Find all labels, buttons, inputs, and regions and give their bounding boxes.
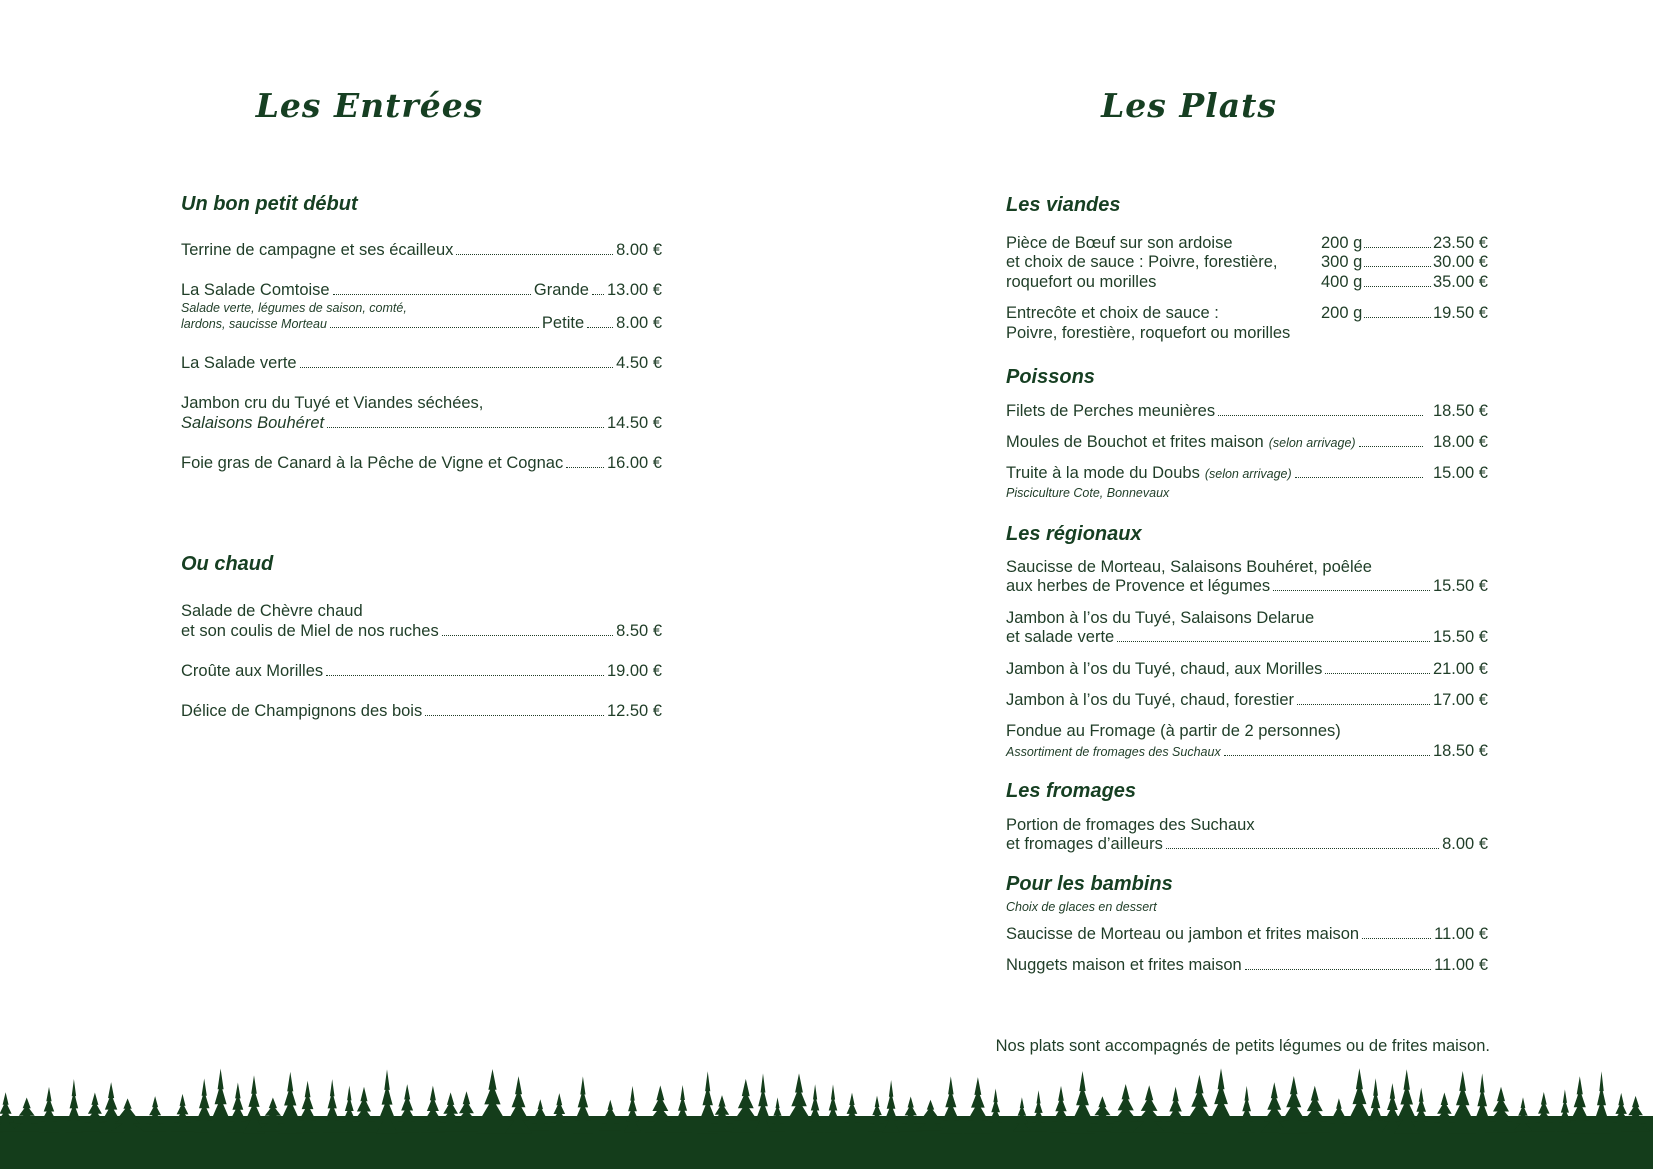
menu-item — [1006, 834, 1488, 854]
size-label: Grande — [533, 281, 589, 299]
item-price: 8.00 € — [1442, 835, 1488, 853]
menu-item — [181, 280, 662, 300]
item-name-line2: et fromages d’ailleurs — [1006, 835, 1163, 853]
item-price: 18.50 € — [1432, 402, 1488, 420]
size-row — [1321, 252, 1488, 272]
item-name: Croûte aux Morilles — [181, 662, 324, 680]
item-name-line2: aux herbes de Provence et légumes — [1006, 577, 1271, 595]
menu-item — [1006, 401, 1488, 421]
menu-item — [1006, 463, 1488, 483]
item-weight: 400 g — [1321, 273, 1363, 291]
item-description: lardons, saucisse Morteau — [181, 317, 327, 331]
item-name-line2: et salade verte — [1006, 628, 1115, 646]
leader-dots — [326, 674, 604, 676]
item-price: 18.50 € — [1432, 742, 1488, 760]
item-weight: 200 g — [1321, 304, 1363, 322]
menu-item — [181, 621, 662, 641]
item-price: 8.50 € — [616, 622, 662, 640]
leader-dots — [592, 293, 604, 295]
item-price: 11.00 € — [1434, 925, 1488, 943]
leader-dots — [1297, 703, 1430, 705]
item-price: 11.00 € — [1434, 956, 1488, 974]
item-price: 35.00 € — [1432, 273, 1488, 291]
item-name-line2: et son coulis de Miel de nos ruches — [181, 622, 439, 640]
item-name: Foie gras de Canard à la Pêche de Vigne et Cognac — [181, 454, 564, 472]
leader-dots — [1245, 968, 1431, 970]
item-price: 30.00 € — [1432, 253, 1488, 271]
menu-item — [1006, 690, 1488, 710]
size-label: Petite — [541, 314, 585, 332]
item-name: Délice de Champignons des bois — [181, 702, 423, 720]
section-description: Choix de glaces en dessert — [1006, 900, 1157, 914]
item-price: 19.00 € — [606, 662, 662, 680]
leader-dots — [1364, 285, 1431, 287]
item-price: 4.50 € — [616, 354, 662, 372]
item-price: 16.00 € — [606, 454, 662, 472]
item-price: 8.00 € — [616, 314, 662, 332]
forest-silhouette-footer — [0, 1068, 1653, 1169]
item-name: Jambon à l’os du Tuyé, chaud, aux Morilles — [1006, 660, 1323, 678]
item-price: 12.50 € — [606, 702, 662, 720]
item-name: La Salade verte — [181, 354, 297, 372]
item-price: 23.50 € — [1432, 234, 1488, 252]
item-note: (selon arrivage) — [1204, 467, 1292, 481]
item-price: 17.00 € — [1432, 691, 1488, 709]
item-name: Fondue au Fromage (à partir de 2 personnes) — [1006, 722, 1341, 740]
leader-dots — [587, 326, 613, 328]
menu-item — [181, 240, 662, 260]
item-name: Terrine de campagne et ses écailleux — [181, 241, 454, 259]
section-heading-regionaux: Les régionaux — [1006, 523, 1142, 545]
leader-dots — [1273, 589, 1430, 591]
item-price: 19.50 € — [1432, 304, 1488, 322]
leader-dots — [425, 714, 604, 716]
menu-item — [1006, 955, 1488, 975]
leader-dots — [1166, 847, 1439, 849]
leader-dots — [300, 366, 614, 368]
item-name-line3: roquefort ou morilles — [1006, 273, 1157, 291]
leader-dots — [1325, 672, 1430, 674]
item-price: 15.00 € — [1432, 464, 1488, 482]
size-row — [1321, 303, 1488, 323]
leader-dots — [566, 466, 604, 468]
leader-dots — [1364, 265, 1431, 267]
footer-note: Nos plats sont accompagnés de petits légumes ou de frites maison. — [995, 1037, 1490, 1055]
menu-item — [1006, 924, 1488, 944]
item-name: Jambon à l’os du Tuyé, chaud, forestier — [1006, 691, 1294, 709]
menu-item — [1006, 741, 1488, 761]
item-name-line2: et choix de sauce : Poivre, forestière, — [1006, 253, 1278, 271]
item-name: Saucisse de Morteau ou jambon et frites maison — [1006, 925, 1360, 943]
plats-title: Les Plats — [1101, 86, 1277, 125]
leader-dots — [1362, 937, 1431, 939]
size-row — [1321, 272, 1488, 292]
item-name: Nuggets maison et frites maison — [1006, 956, 1242, 974]
leader-dots — [327, 426, 604, 428]
menu-item — [181, 661, 662, 681]
section-heading-fromages: Les fromages — [1006, 780, 1137, 802]
leader-dots — [333, 293, 531, 295]
item-description: Salade verte, légumes de saison, comté, — [181, 301, 407, 315]
item-name: La Salade Comtoise — [181, 281, 330, 299]
menu-item — [1006, 659, 1488, 679]
item-price: 15.50 € — [1432, 628, 1488, 646]
leader-dots — [1295, 476, 1423, 478]
leader-dots — [442, 634, 613, 636]
section-heading-bambins: Pour les bambins — [1006, 873, 1173, 895]
leader-dots — [1359, 445, 1423, 447]
item-price: 21.00 € — [1432, 660, 1488, 678]
item-name: Entrecôte et choix de sauce : — [1006, 304, 1219, 322]
section-heading-chaud: Ou chaud — [181, 553, 274, 575]
leader-dots — [1218, 414, 1423, 416]
item-name-line2: Poivre, forestière, roquefort ou morilles — [1006, 324, 1291, 342]
menu-item — [181, 313, 662, 333]
item-name: Truite à la mode du Doubs — [1006, 464, 1200, 482]
item-name: Filets de Perches meunières — [1006, 402, 1216, 420]
item-note: (selon arrivage) — [1268, 436, 1356, 450]
menu-item — [181, 413, 662, 433]
item-price: 18.00 € — [1432, 433, 1488, 451]
size-row — [1321, 233, 1488, 253]
leader-dots — [330, 326, 539, 328]
item-weight: 300 g — [1321, 253, 1363, 271]
leader-dots — [1364, 246, 1431, 248]
item-name-line2: Salaisons Bouhéret — [181, 414, 325, 432]
leader-dots — [1117, 640, 1430, 642]
leader-dots — [1224, 754, 1430, 756]
item-name: Moules de Bouchot et frites maison — [1006, 433, 1264, 451]
section-heading-poissons: Poissons — [1006, 366, 1095, 388]
item-name: Jambon à l’os du Tuyé, Salaisons Delarue — [1006, 609, 1315, 627]
menu-item — [1006, 627, 1488, 647]
item-price: 13.00 € — [606, 281, 662, 299]
item-description: Assortiment de fromages des Suchaux — [1006, 745, 1221, 759]
menu-item — [181, 453, 662, 473]
item-description: Pisciculture Cote, Bonnevaux — [1006, 486, 1170, 500]
item-price: 14.50 € — [606, 414, 662, 432]
item-name: Salade de Chèvre chaud — [181, 602, 363, 620]
item-weight: 200 g — [1321, 234, 1363, 252]
menu-item — [181, 353, 662, 373]
leader-dots — [1364, 316, 1431, 318]
item-name: Jambon cru du Tuyé et Viandes séchées, — [181, 394, 484, 412]
menu-item — [1006, 432, 1488, 452]
menu-item — [1006, 576, 1488, 596]
item-name: Saucisse de Morteau, Salaisons Bouhéret, poêlée — [1006, 558, 1372, 576]
section-heading-viandes: Les viandes — [1006, 194, 1121, 216]
item-price: 8.00 € — [616, 241, 662, 259]
menu-item — [181, 701, 662, 721]
entrees-title: Les Entrées — [255, 86, 484, 125]
item-price: 15.50 € — [1432, 577, 1488, 595]
leader-dots — [456, 253, 613, 255]
item-name: Pièce de Bœuf sur son ardoise — [1006, 234, 1233, 252]
section-heading-debut: Un bon petit début — [181, 193, 358, 215]
item-name: Portion de fromages des Suchaux — [1006, 816, 1255, 834]
